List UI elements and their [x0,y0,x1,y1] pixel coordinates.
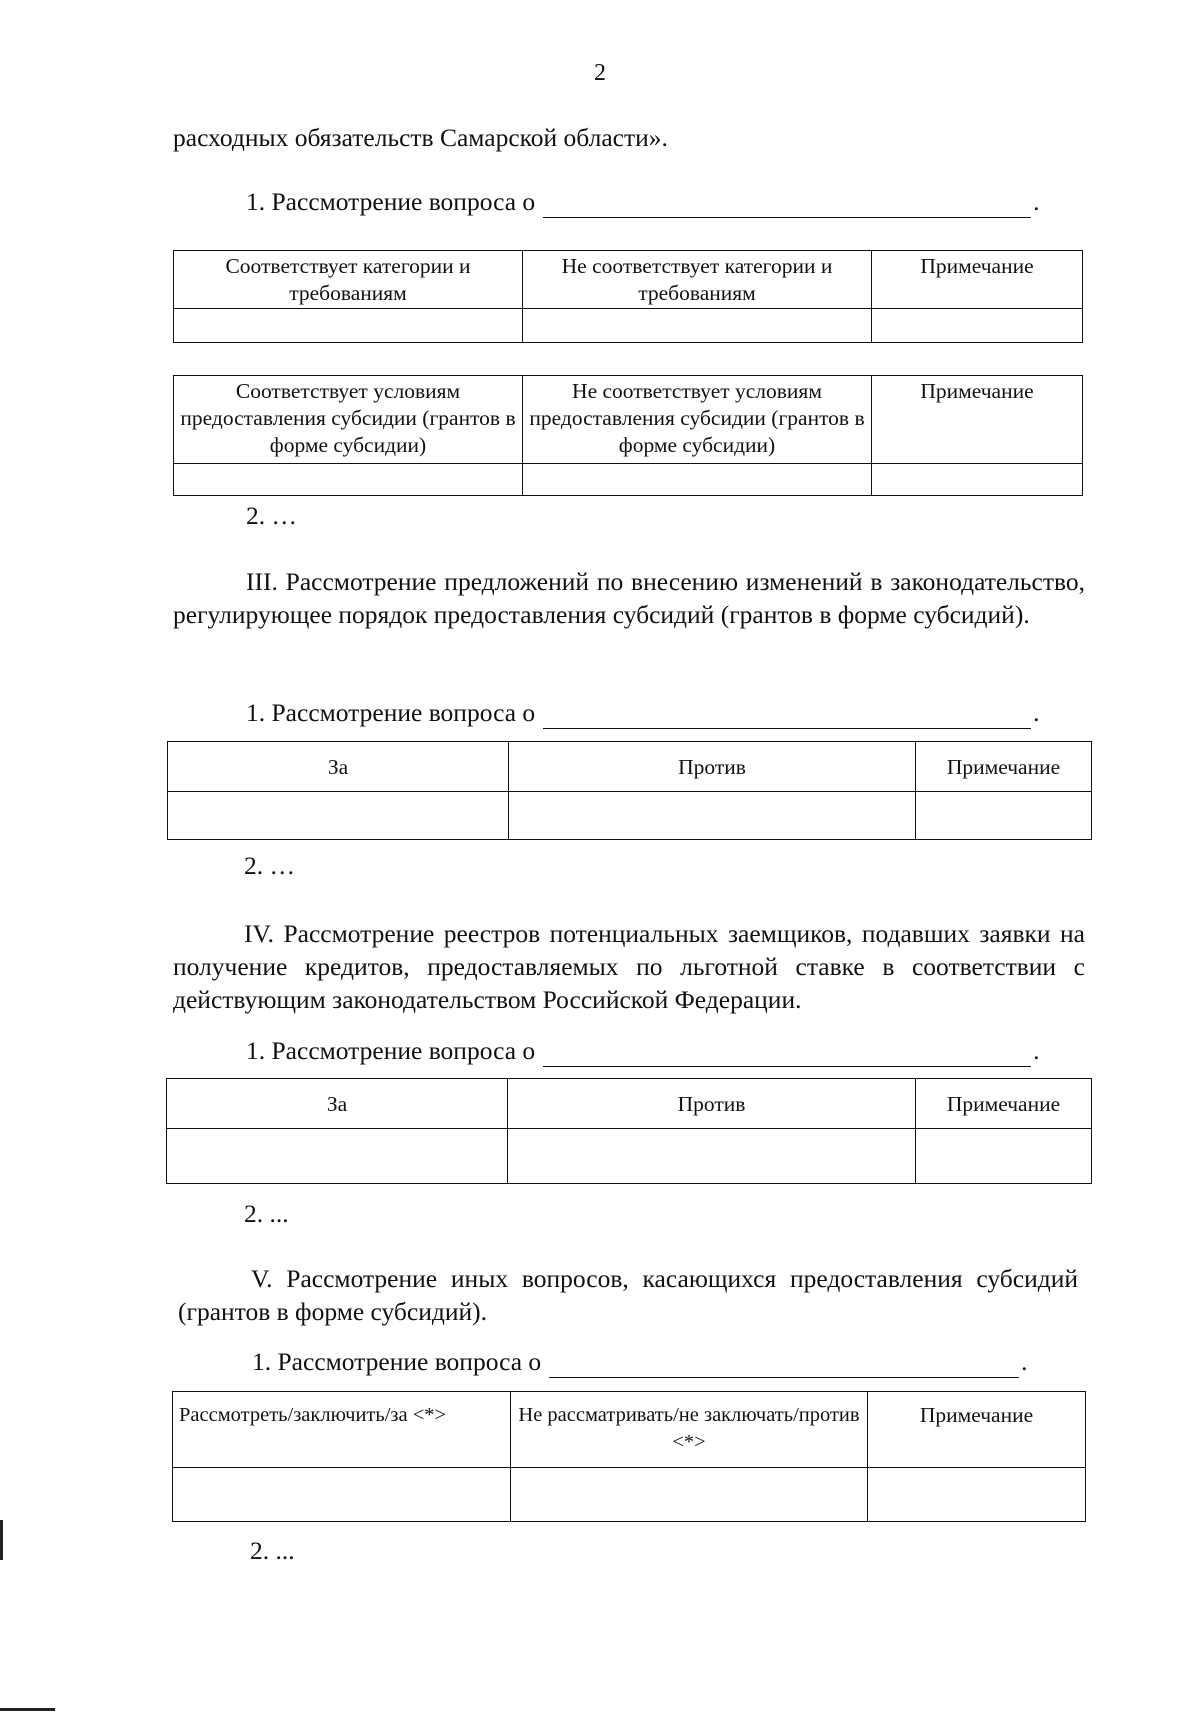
section-iv-heading: IV. Рассмотрение реестров потенциальных заемщиков, подавших заявки на получение кредитов, предоставляемых по льготной ставке в соответствии с действующим законодательством Российской Федерации. [173,919,1085,1014]
scan-bottom-mark [0,1708,55,1711]
criteria-header-note: Примечание [872,251,1083,309]
conditions-header-mismatch: Не соответствует условиям предоставления субсидии (грантов в форме субсидии) [523,376,872,464]
question-line [246,1035,1040,1067]
section-v-heading: V. Рассмотрение иных вопросов, касающихся предоставления субсидий (грантов в форме субсидий). [178,1264,1078,1326]
conditions-header-note: Примечание [872,376,1083,464]
question-end: . [1033,698,1040,727]
vote-table-iii [167,741,1092,840]
vote-header-against: Против [509,742,916,792]
vote-header-against: Против [508,1079,916,1129]
decision-header-against: Не рассматривать/не заключать/против <*> [511,1392,868,1468]
conditions-header-match: Соответствует условиям предоставления субсидии (грантов в форме субсидии) [174,376,523,464]
decision-cell-note[interactable] [868,1468,1086,1522]
vote-cell-against[interactable] [509,792,916,840]
vote-cell-note[interactable] [916,792,1092,840]
conditions-cell-mismatch[interactable] [523,464,872,496]
ellipsis-item: 2. … [244,851,295,880]
answer-blank [543,704,1031,729]
conditions-table [173,375,1083,496]
criteria-table [173,250,1083,343]
question-label: 1. Рассмотрение вопроса о [246,1036,536,1065]
answer-blank [543,193,1031,218]
vote-cell-against[interactable] [508,1129,916,1184]
ellipsis-item: 2. ... [244,1199,289,1228]
question-line [246,186,1040,218]
criteria-cell-mismatch[interactable] [523,309,872,343]
question-label: 1. Рассмотрение вопроса о [252,1347,542,1376]
conditions-cell-note[interactable] [872,464,1083,496]
question-end: . [1033,187,1040,216]
decision-cell-against[interactable] [511,1468,868,1522]
criteria-header-mismatch: Не соответствует категории и требованиям [523,251,872,309]
vote-header-note: Примечание [916,742,1092,792]
vote-cell-for[interactable] [168,792,509,840]
criteria-cell-match[interactable] [174,309,523,343]
criteria-cell-note[interactable] [872,309,1083,343]
question-label: 1. Рассмотрение вопроса о [246,187,536,216]
vote-header-for: За [167,1079,508,1129]
question-end: . [1033,1036,1040,1065]
conditions-cell-match[interactable] [174,464,523,496]
vote-cell-note[interactable] [916,1129,1092,1184]
decision-table-v [172,1391,1086,1522]
question-line [252,1346,1028,1378]
vote-header-note: Примечание [916,1079,1092,1129]
question-line [246,697,1040,729]
question-label: 1. Рассмотрение вопроса о [246,698,536,727]
question-end: . [1021,1347,1028,1376]
vote-cell-for[interactable] [167,1129,508,1184]
criteria-header-match: Соответствует категории и требованиям [174,251,523,309]
ellipsis-item: 2. … [246,501,297,530]
decision-header-note: Примечание [868,1392,1086,1468]
ellipsis-item: 2. ... [250,1536,295,1565]
decision-cell-for[interactable] [173,1468,511,1522]
intro-line: расходных обязательств Самарской области». [173,123,668,152]
section-iii-heading: III. Рассмотрение предложений по внесению изменений в законодательство, регулирующее порядок предоставления субсидий (грантов в форме субсидий). [173,567,1085,629]
decision-header-for: Рассмотреть/заключить/за <*> [173,1392,511,1468]
vote-table-iv [166,1078,1092,1184]
scan-edge-mark [0,1520,3,1560]
page-number: 2 [594,60,606,86]
vote-header-for: За [168,742,509,792]
answer-blank [549,1353,1019,1378]
answer-blank [543,1042,1031,1067]
